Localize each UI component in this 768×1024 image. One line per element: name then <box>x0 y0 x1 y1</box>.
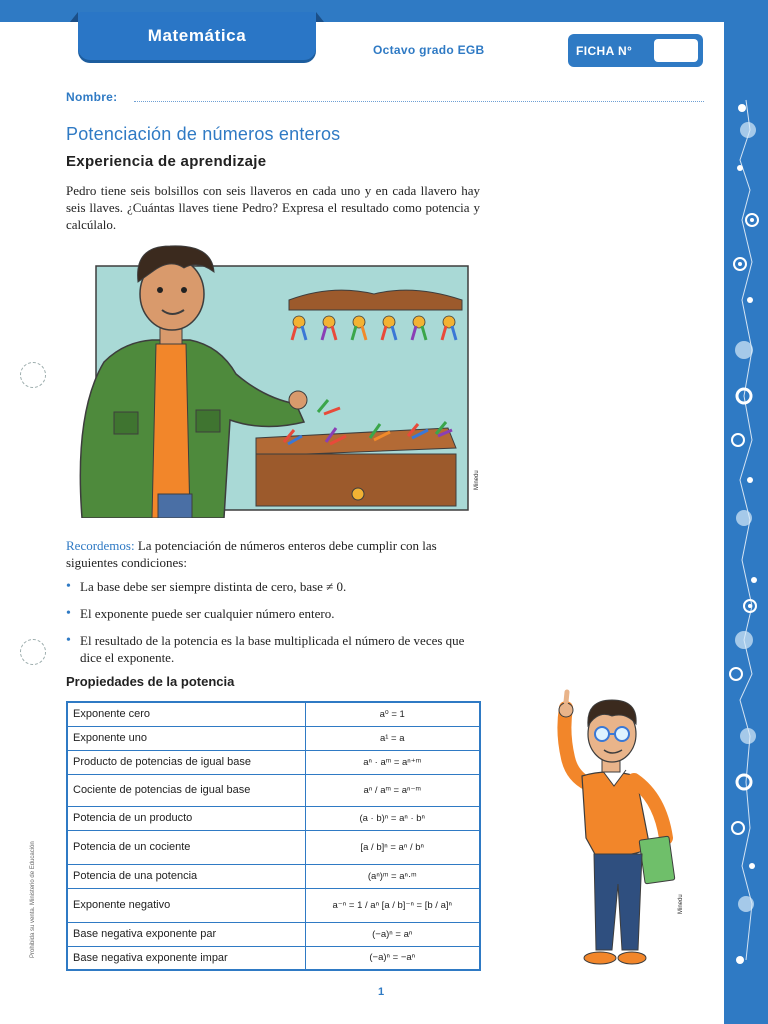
condition-item <box>66 605 480 622</box>
property-formula: (aⁿ)ᵐ = aⁿ·ᵐ <box>305 864 480 888</box>
property-name: Base negativa exponente impar <box>67 946 305 970</box>
boy-with-keys-illustration <box>74 242 488 518</box>
property-name: Exponente uno <box>67 726 305 750</box>
side-note: Prohibida su venta. Ministerio de Educación <box>30 841 36 958</box>
illustration-credit: Minedu <box>474 470 480 490</box>
table-row <box>67 726 480 750</box>
property-formula: aⁿ / aᵐ = aⁿ⁻ᵐ <box>305 774 480 806</box>
property-formula: a¹ = a <box>305 726 480 750</box>
table-row <box>67 864 480 888</box>
subject-title: Matemática <box>147 26 247 45</box>
properties-table <box>66 701 481 971</box>
table-row <box>67 702 480 726</box>
table-row <box>67 774 480 806</box>
property-name: Potencia de una potencia <box>67 864 305 888</box>
property-formula: (−a)ⁿ = −aⁿ <box>305 946 480 970</box>
reminder-paragraph <box>66 537 480 571</box>
page-number: 1 <box>378 986 385 998</box>
property-name: Exponente cero <box>67 702 305 726</box>
condition-text: El resultado de la potencia es la base multiplicada el número de veces que dice el exponente. <box>80 633 465 665</box>
property-name: Cociente de potencias de igual base <box>67 774 305 806</box>
property-formula: (−a)ⁿ = aⁿ <box>305 922 480 946</box>
table-row <box>67 888 480 922</box>
bullet-icon: • <box>66 579 71 594</box>
property-name: Exponente negativo <box>67 888 305 922</box>
name-field[interactable] <box>134 101 704 102</box>
property-formula: aⁿ · aᵐ = aⁿ⁺ᵐ <box>305 750 480 774</box>
ficha-number-field[interactable] <box>654 39 698 62</box>
name-row <box>66 90 704 106</box>
property-formula: a⁻ⁿ = 1 / aⁿ [a / b]⁻ⁿ = [b / a]ⁿ <box>305 888 480 922</box>
table-row <box>67 922 480 946</box>
table-row <box>67 946 480 970</box>
right-decorative-band <box>724 0 768 1024</box>
binder-hole-bottom <box>20 639 46 665</box>
binder-hole-top <box>20 362 46 388</box>
table-row <box>67 830 480 864</box>
page-title: Potenciación de números enteros <box>66 124 341 144</box>
condition-text: El exponente puede ser cualquier número entero. <box>80 606 335 621</box>
intro-paragraph: Pedro tiene seis bolsillos con seis llaveros en cada uno y en cada llavero hay seis llaves. ¿Cuántas llaves tiene Pedro? Expresa el resultado como potencia y calcúlalo. <box>66 183 480 232</box>
condition-text: La base debe ser siempre distinta de cero, base ≠ 0. <box>80 579 347 594</box>
illustration-credit: Minedu <box>678 894 684 914</box>
property-formula: (a · b)ⁿ = aⁿ · bⁿ <box>305 806 480 830</box>
tab-fold-left <box>70 12 78 22</box>
ficha-label: FICHA N° <box>576 44 633 58</box>
student-pointing-illustration <box>538 688 688 978</box>
ficha-box <box>568 34 703 67</box>
bullet-icon: • <box>66 633 71 648</box>
bullet-icon: • <box>66 606 71 621</box>
table-row <box>67 750 480 774</box>
condition-item <box>66 632 480 666</box>
property-name: Potencia de un cociente <box>67 830 305 864</box>
name-label: Nombre: <box>66 90 118 104</box>
property-formula: [a / b]ⁿ = aⁿ / bⁿ <box>305 830 480 864</box>
section-subheading: Experiencia de aprendizaje <box>66 153 267 170</box>
grade-label: Octavo grado EGB <box>373 43 485 57</box>
reminder-label: Recordemos: <box>66 538 135 553</box>
condition-item <box>66 578 480 595</box>
reminder-text: La potenciación de números enteros debe cumplir con las siguientes condiciones: <box>66 538 437 570</box>
tab-fold-right <box>316 12 324 22</box>
property-formula: a⁰ = 1 <box>305 702 480 726</box>
property-name: Producto de potencias de igual base <box>67 750 305 774</box>
property-name: Base negativa exponente par <box>67 922 305 946</box>
table-row <box>67 806 480 830</box>
properties-title: Propiedades de la potencia <box>66 674 235 689</box>
gear-chain-decoration <box>724 0 768 1024</box>
subject-tab <box>78 12 316 60</box>
property-name: Potencia de un producto <box>67 806 305 830</box>
